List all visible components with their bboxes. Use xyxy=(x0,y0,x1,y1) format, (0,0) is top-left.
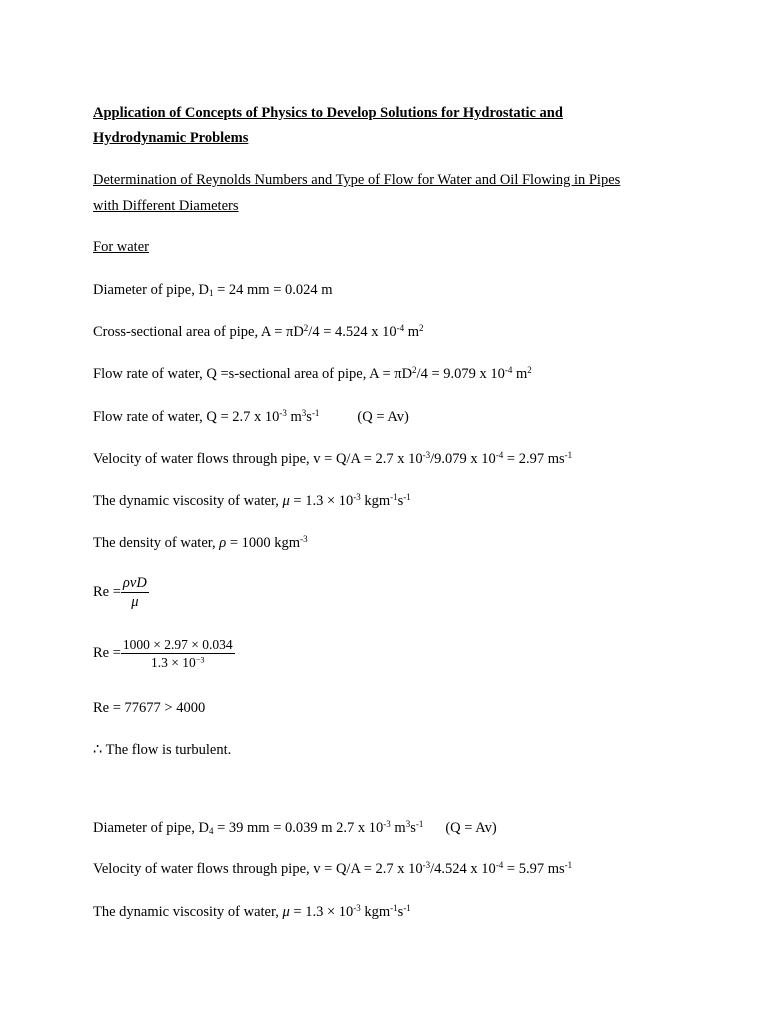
pipe-diameter-4: Diameter of pipe, $D_4 = 39$ mm = 0.039 m 2.7 x $10^{-3}$ $m^3s^{-1}$ (Q = Av) xyxy=(93,819,497,836)
section-title-water: For water xyxy=(93,239,149,255)
flow-rate-note: (Q = Av) xyxy=(357,409,409,425)
subheading-line-1: Determination of Reynolds Numbers and Type of Flow for Water and Oil Flowing in Pipes xyxy=(93,172,621,188)
flow-rate-area-line: Flow rate of water, Q =s-sectional area of pipe, $A = \pi D^2/4 = 9.079$ x $10^{-4}$ $m^2$ xyxy=(93,365,532,382)
reynolds-formula: Re = $\frac{\text{ρvD}}{\mu}$ xyxy=(93,575,147,610)
viscosity-line-2: The dynamic viscosity of water, $\mu = 1.3 \times 10^{-3}$ $kgm^{-1}s^{-1}$ xyxy=(93,903,411,920)
diameter-note: (Q = Av) xyxy=(445,820,497,836)
reynolds-numerator: ρvD xyxy=(122,575,147,591)
velocity-line-2: Velocity of water flows through pipe, v = Q/A = 2.7 x $10^{-3}/4.524$ x $10^{-4} = 5.97$ $ms^{-1}$ xyxy=(93,860,573,877)
reynolds-result: Re = 77677 > 4000 xyxy=(93,700,206,716)
heading-line-1: Application of Concepts of Physics to Develop Solutions for Hydrostatic and xyxy=(93,105,563,121)
viscosity-line-1: The dynamic viscosity of water, $\mu = 1.3 \times 10^{-3}$ $kgm^{-1}s^{-1}$ xyxy=(93,492,411,509)
substitution-denominator: $1.3 \times 10^{-3}$ xyxy=(150,654,205,670)
subheading-line-2: with Different Diameters xyxy=(93,198,239,214)
cross-section-area-1: Cross-sectional area of pipe, $A = \pi D^2/4 = 4.524$ x $10^{-4}$ $m^2$ xyxy=(93,323,424,340)
flow-rate-line: Flow rate of water, Q = 2.7 x $10^{-3}$ $m^3s^{-1}$ (Q = Av) xyxy=(93,408,409,425)
pipe-diameter-1: Diameter of pipe, $D_1 = 24$ mm = 0.024 m xyxy=(93,282,333,298)
reynolds-substitution: Re = $\frac{1000 \times 2.97 \times 0.034}{1.3 \times 10^{-3}}$ xyxy=(93,637,233,670)
flow-conclusion: ∴ The flow is turbulent. xyxy=(93,742,232,758)
reynolds-denominator: μ xyxy=(131,593,139,610)
velocity-line-1: Velocity of water flows through pipe, v = Q/A = 2.7 x $10^{-3}/9.079$ x $10^{-4} = 2.97$ $ms^{-1}$ xyxy=(93,450,573,467)
density-line: The density of water, ρ = 1000 kgm$^{-3}$ xyxy=(93,534,308,551)
heading-line-2: Hydrodynamic Problems xyxy=(93,130,249,146)
substitution-numerator: 1000 × 2.97 × 0.034 xyxy=(122,637,233,652)
